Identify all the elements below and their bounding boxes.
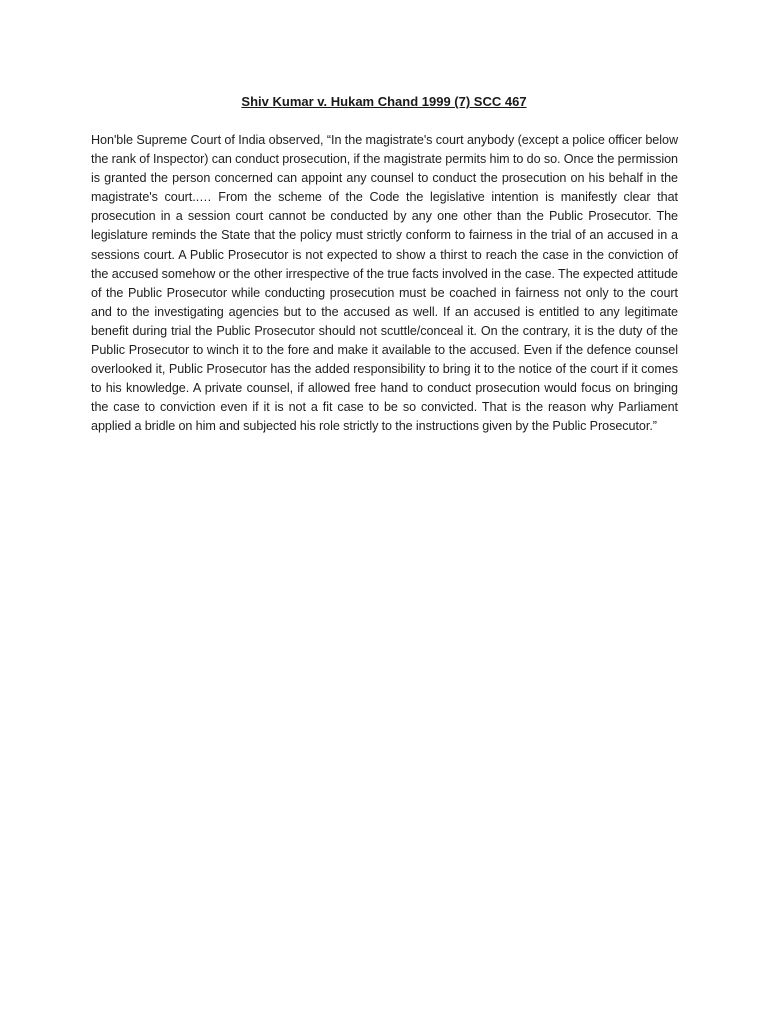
document-body-paragraph: Hon'ble Supreme Court of India observed, “In the magistrate's court anybody (except a police officer below the rank of Inspector) can conduct prosecution, if the magistrate permits him to do so. Once the permission is granted the person concerned can appoint any counsel to conduct the prosecution on his behalf in the magistrate's court..… From the scheme of the Code the legislative intention is manifestly clear that prosecution in a session court cannot be conducted by any one other than the Public Prosecutor. The legislature reminds the State that the policy must strictly conform to fairness in the trial of an accused in a sessions court. A Public Prosecutor is not expected to show a thirst to reach the case in the conviction of the accused somehow or the other irrespective of the true facts involved in the case. The expected attitude of the Public Prosecutor while conducting prosecution must be coached in fairness not only to the court and to the investigating agencies but to the accused as well. If an accused is entitled to any legitimate benefit during trial the Public Prosecutor should not scuttle/conceal it. On the contrary, it is the duty of the Public Prosecutor to winch it to the fore and make it available to the accused. Even if the defence counsel overlooked it, Public Prosecutor has the added responsibility to bring it to the notice of the court if it comes to his knowledge. A private counsel, if allowed free hand to conduct prosecution would focus on bringing the case to conviction even if it is not a fit case to be so convicted. That is the reason why Parliament applied a bridle on him and subjected his role strictly to the instructions given by the Public Prosecutor.” [91, 133, 678, 434]
document-title: Shiv Kumar v. Hukam Chand 1999 (7) SCC 467 [241, 94, 527, 109]
